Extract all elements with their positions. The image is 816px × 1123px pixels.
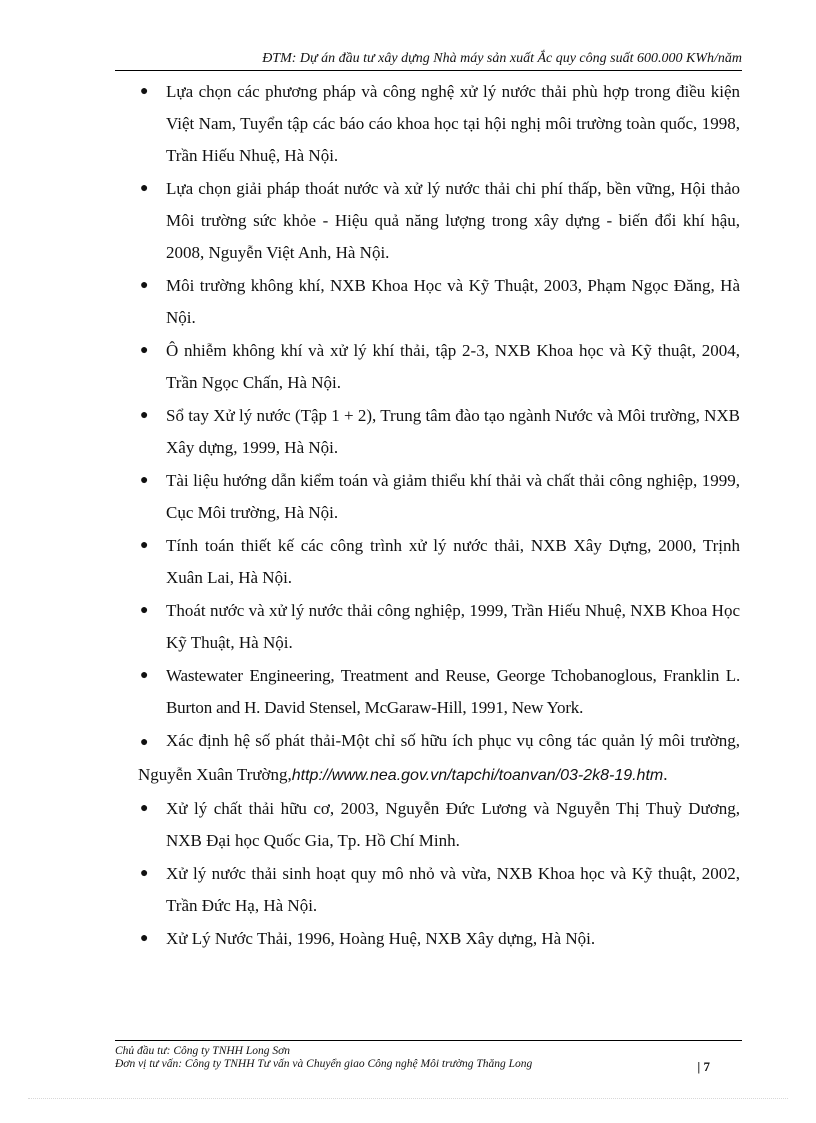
reference-text: Lựa chọn các phương pháp và công nghệ xử lý nước thải phù hợp trong điều kiện Việt Nam, Tuyển tập các báo cáo khoa học tại hội nghị môi trường toàn quốc, 1998, Trần Hiếu Nhuệ, Hà Nội.: [166, 82, 740, 165]
page-footer: [115, 1040, 742, 1074]
reference-list: [138, 76, 740, 956]
bullet-icon: ●: [140, 538, 149, 553]
reference-text: Tính toán thiết kế các công trình xử lý nước thải, NXB Xây Dựng, 2000, Trịnh Xuân Lai, Hà Nội.: [166, 536, 740, 587]
reference-text: Tài liệu hướng dẫn kiểm toán và giảm thiểu khí thải và chất thải công nghiệp, 1999, Cục Môi trường, Hà Nội.: [166, 471, 740, 522]
reference-item: [138, 76, 740, 172]
bullet-icon: ●: [140, 801, 149, 816]
bullet-icon: ●: [140, 343, 149, 358]
reference-item: [138, 530, 740, 594]
bullet-icon: ●: [140, 181, 149, 196]
reference-text: Thoát nước và xử lý nước thải công nghiệp, 1999, Trần Hiếu Nhuệ, NXB Khoa Học Kỹ Thuật, Hà Nội.: [166, 601, 740, 652]
reference-item: [138, 270, 740, 334]
reference-item: [138, 793, 740, 857]
reference-item: [138, 400, 740, 464]
bullet-icon: ●: [140, 668, 149, 683]
reference-item: [138, 858, 740, 922]
reference-text: Xử lý chất thải hữu cơ, 2003, Nguyễn Đức Lương và Nguyễn Thị Thuỳ Dương, NXB Đại học Quốc Gia, Tp. Hồ Chí Minh.: [166, 799, 740, 850]
footer-consultant: Đơn vị tư vấn: Công ty TNHH Tư vấn và Chuyển giao Công nghệ Môi trường Thăng Long: [115, 1058, 533, 1070]
reference-text: Wastewater Engineering, Treatment and Reuse, George Tchobanoglous, Franklin L. Burton and H. David Stensel, McGaraw-Hill, 1991, New York.: [166, 666, 740, 717]
page-number: | 7: [697, 1059, 710, 1074]
reference-text: Xử Lý Nước Thải, 1996, Hoàng Huệ, NXB Xây dựng, Hà Nội.: [166, 929, 596, 948]
bullet-icon: ●: [140, 408, 149, 423]
reference-text: Môi trường không khí, NXB Khoa Học và Kỹ Thuật, 2003, Phạm Ngọc Đăng, Hà Nội.: [166, 276, 740, 327]
reference-text: Sổ tay Xử lý nước (Tập 1 + 2), Trung tâm đào tạo ngành Nước và Môi trường, NXB Xây dựng, 1999, Hà Nội.: [166, 406, 740, 457]
reference-text: Ô nhiễm không khí và xử lý khí thải, tập 2-3, NXB Khoa học và Kỹ thuật, 2004, Trần Ngọc Chấn, Hà Nội.: [166, 341, 740, 392]
reference-item: [138, 725, 740, 792]
reference-text: Xác định hệ số phát thải-Một chỉ số hữu ích phục vụ công tác quản lý môi trường, Nguyễn Xuân Trường,: [138, 731, 740, 784]
reference-item: [138, 923, 740, 955]
bullet-icon: ●: [140, 866, 149, 881]
footer-investor: Chủ đầu tư: Công ty TNHH Long Sơn: [115, 1045, 291, 1057]
page-header: [115, 50, 742, 71]
reference-item: [138, 335, 740, 399]
page-bottom-divider: [28, 1098, 788, 1099]
bullet-icon: ●: [140, 735, 149, 750]
reference-url-link[interactable]: http://www.nea.gov.vn/tapchi/toanvan/03-2k8-19.htm: [291, 767, 664, 784]
reference-text: Xử lý nước thải sinh hoạt quy mô nhỏ và vừa, NXB Khoa học và Kỹ thuật, 2002, Trần Đức Hạ, Hà Nội.: [166, 864, 740, 915]
bullet-icon: ●: [140, 603, 149, 618]
bullet-icon: ●: [140, 84, 149, 99]
bullet-icon: ●: [140, 931, 149, 946]
reference-item: [138, 465, 740, 529]
bullet-icon: ●: [140, 473, 149, 488]
reference-trailing: .: [663, 765, 668, 784]
bullet-icon: ●: [140, 278, 149, 293]
header-title: ĐTM: Dự án đầu tư xây dựng Nhà máy sản xuất Ắc quy công suất 600.000 KWh/năm: [262, 51, 742, 66]
reference-text: Lựa chọn giải pháp thoát nước và xử lý nước thải chi phí thấp, bền vững, Hội thảo Môi trường sức khỏe - Hiệu quả năng lượng trong xây dựng - biến đổi khí hậu, 2008, Nguyễn Việt Anh, Hà Nội.: [166, 179, 740, 262]
reference-item: [138, 660, 740, 724]
reference-item: [138, 595, 740, 659]
reference-item: [138, 173, 740, 269]
